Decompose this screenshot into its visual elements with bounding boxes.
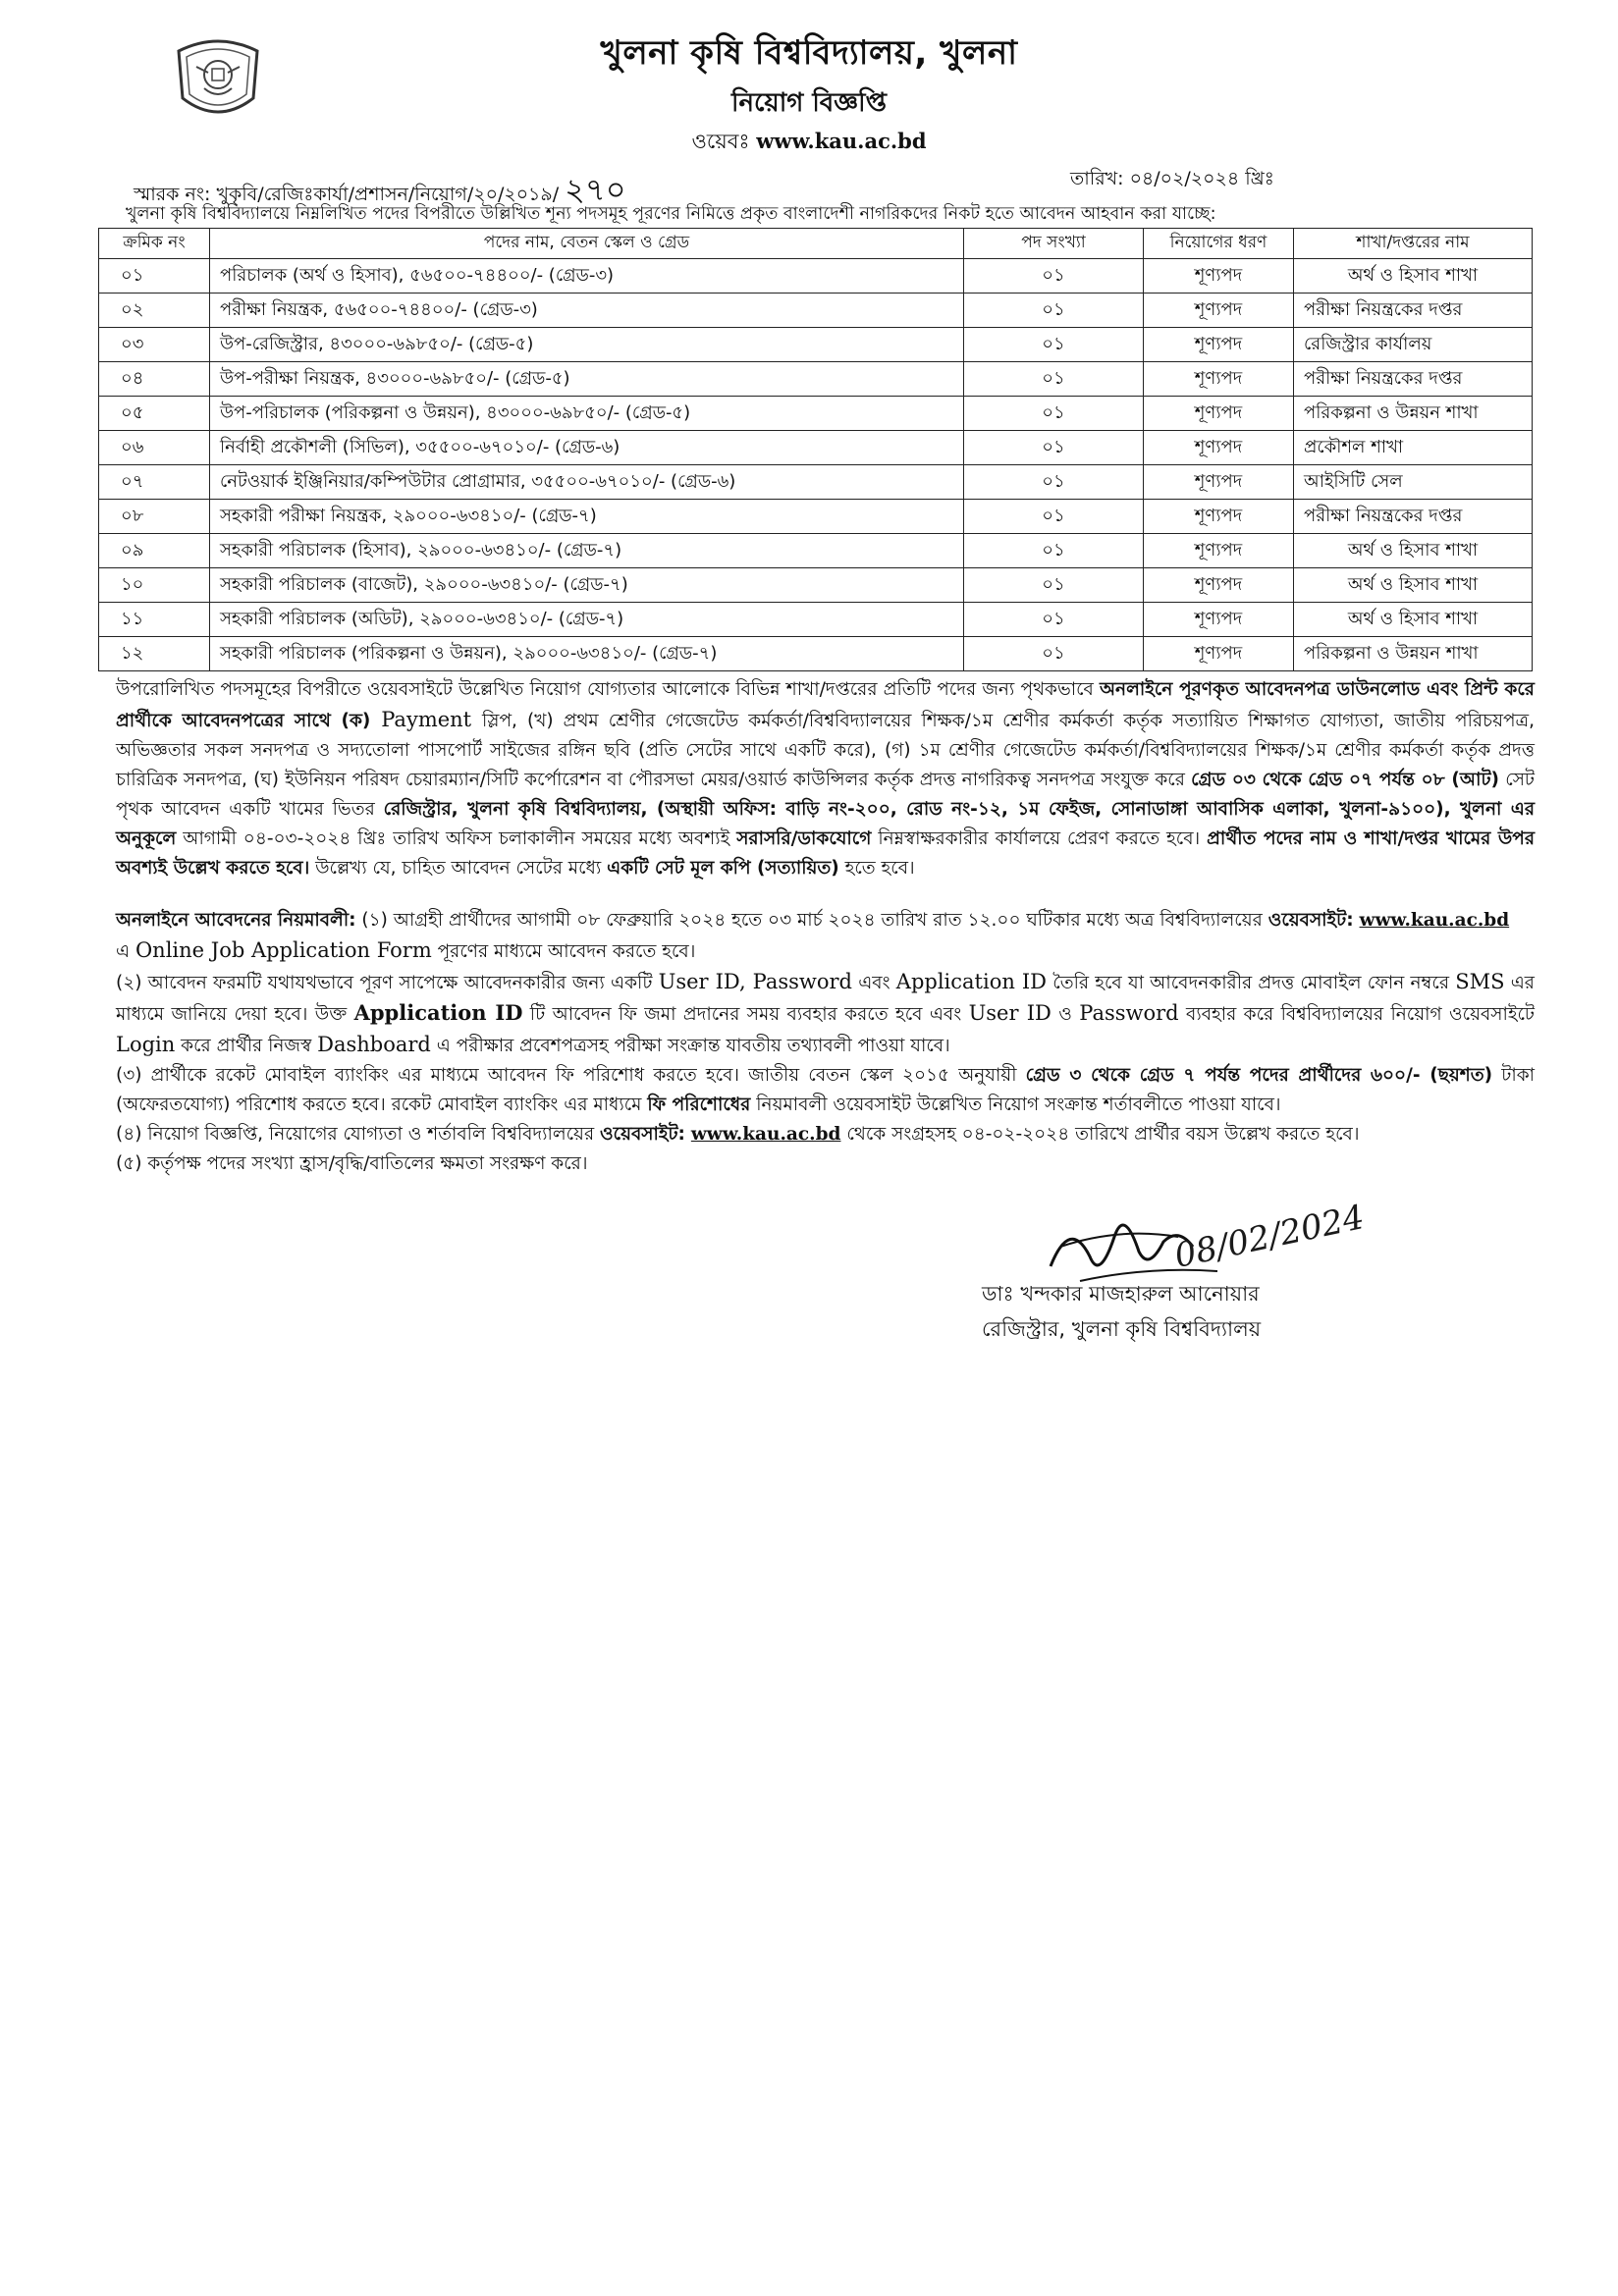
row-post: উপ-পরিচালক (পরিকল্পনা ও উন্নয়ন), ৪৩০০০-৬৯৮৫০/- (গ্রেড-৫) [210, 397, 964, 431]
row-dept: প্রকৌশল শাখা [1294, 431, 1533, 465]
rule-4-text-a: (৪) নিয়োগ বিজ্ঞপ্তি, নিয়োগের যোগ্যতা ও শর্তাবলি বিশ্ববিদ্যালয়ের [116, 1124, 601, 1145]
row-type: শূণ্যপদ [1144, 362, 1294, 397]
p1-text-i: সরাসরি/ডাকযোগে [736, 828, 872, 849]
row-post: সহকারী পরিচালক (পরিকল্পনা ও উন্নয়ন), ২৯০০০-৬৩৪১০/- (গ্রেড-৭) [210, 637, 964, 671]
row-dept: পরিকল্পনা ও উন্নয়ন শাখা [1294, 637, 1533, 671]
row-count: ০১ [964, 637, 1144, 671]
row-post: সহকারী পরিচালক (বাজেট), ২৯০০০-৬৩৪১০/- (গ্রেড-৭) [210, 568, 964, 603]
row-dept: রেজিস্ট্রার কার্যালয় [1294, 328, 1533, 362]
intro-text: খুলনা কৃষি বিশ্ববিদ্যালয়ে নিম্নলিখিত পদের বিপরীতে উল্লিখিত শূন্য পদসমূহ পূরণের নিমিত্তে প্রকৃত বাংলাদেশী নাগরিকদের নিকট হতে আবেদন আহবান করা যাচ্ছে: [126, 204, 1216, 224]
row-serial: ০৪ [99, 362, 210, 397]
row-dept: পরীক্ষা নিয়ন্ত্রকের দপ্তর [1294, 294, 1533, 328]
memo-number-text: স্মারক নং: খুকৃবি/রেজিঃকার্যা/প্রশাসন/নিয়োগ/২০/২০১৯/ [134, 184, 560, 205]
rule-2-user-id: User ID [968, 1001, 1052, 1025]
p1-text-g: রেজিস্ট্রার, খুলনা কৃষি বিশ্ববিদ্যালয়, (অস্থায়ী অফিস: বাড়ি নং-২০০, রোড নং-১২, ১ম ফেইজ, সোনাডাঙ্গা আবাসিক এলাকা, খুলনা-৯১০০), খুলনা এর অনুকূলে [116, 799, 1536, 849]
row-count: ০১ [964, 259, 1144, 294]
p1-text-c: Payment [370, 708, 482, 731]
rule-2-sms: SMS [1455, 970, 1505, 993]
row-type: শূণ্যপদ [1144, 637, 1294, 671]
row-dept: অর্থ ও হিসাব শাখা [1294, 568, 1533, 603]
p1-text-j: নিম্নস্বাক্ষরকারীর কার্যালয়ে প্রেরণ করতে হবে। [871, 828, 1208, 849]
rule-2-text-a: (২) আবেদন ফরমটি যথাযথভাবে পূরণ সাপেক্ষে আবেদনকারীর জন্য একটি [116, 973, 659, 993]
row-dept: পরিকল্পনা ও উন্নয়ন শাখা [1294, 397, 1533, 431]
rule-2-text-k: ও [1051, 1004, 1080, 1025]
p1-text-l: উল্লেখ্য যে, চাহিত আবেদন সেটের মধ্যে [309, 858, 608, 879]
rule-2-login: Login [116, 1033, 176, 1056]
memo-number-handwritten: ২৭০ [565, 171, 626, 208]
table-row [99, 397, 1533, 431]
p1-text-k: প্রার্থীত পদের নাম ও শাখা/দপ্তর খামের উপর অবশ্যই উল্লেখ করতে হবে। [116, 828, 1536, 879]
website-label: ওয়েবঃ [691, 130, 750, 153]
header-type: নিয়োগের ধরণ [1144, 229, 1294, 259]
row-type: শূণ্যপদ [1144, 568, 1294, 603]
table-row [99, 259, 1533, 294]
rule-2-text-q: এ পরীক্ষার প্রবেশপত্রসহ পরীক্ষা সংক্রান্ত যাবতীয় তথ্যাবলী পাওয়া যাবে। [430, 1036, 950, 1056]
rule-3-fee-payment: ফি পরিশোধের [647, 1095, 751, 1115]
rule-4-website-label: ওয়েবসাইট: [600, 1124, 685, 1145]
table-row [99, 568, 1533, 603]
table-row [99, 500, 1533, 534]
table-row [99, 431, 1533, 465]
rule-2-text-i: টি আবেদন ফি জমা প্রদানের সময় ব্যবহার করতে হবে এবং [522, 1004, 969, 1025]
rule-1 [116, 906, 1535, 967]
rule-4-website-link[interactable]: www.kau.ac.bd [690, 1124, 841, 1145]
application-instructions [116, 675, 1535, 883]
rule-2-text-e: তৈরি হবে যা আবেদনকারীর প্রদত্ত মোবাইল ফোন নম্বরে [1047, 973, 1456, 993]
signer-name: ডাঃ খন্দকার মাজহারুল আনোয়ার [982, 1282, 1260, 1306]
row-type: শূণ্যপদ [1144, 397, 1294, 431]
row-post: উপ-রেজিস্ট্রার, ৪৩০০০-৬৯৮৫০/- (গ্রেড-৫) [210, 328, 964, 362]
header-post: পদের নাম, বেতন স্কেল ও গ্রেড [210, 229, 964, 259]
rule-3-fee: ৬০০/- (ছয়শত) [1361, 1065, 1493, 1086]
table-header-row [99, 229, 1533, 259]
rule-2-app-id-2: Application ID [353, 1000, 523, 1025]
website-link[interactable]: www.kau.ac.bd [756, 129, 927, 153]
row-count: ০১ [964, 603, 1144, 637]
row-type: শূণ্যপদ [1144, 294, 1294, 328]
rule-2-text-m: ব্যবহার করে বিশ্ববিদ্যালয়ের নিয়োগ ওয়েবসাইটে [1178, 1004, 1535, 1025]
header-dept: শাখা/দপ্তরের নাম [1294, 229, 1533, 259]
row-count: ০১ [964, 465, 1144, 500]
header-serial: ক্রমিক নং [99, 229, 210, 259]
row-type: শূণ্যপদ [1144, 500, 1294, 534]
notice-subtitle: নিয়োগ বিজ্ঞপ্তি [731, 88, 887, 118]
row-dept: অর্থ ও হিসাব শাখা [1294, 534, 1533, 568]
row-count: ০১ [964, 534, 1144, 568]
rule-1-text-c: এ [116, 941, 131, 962]
online-application-rules [116, 906, 1535, 1179]
row-type: শূণ্যপদ [1144, 465, 1294, 500]
table-row [99, 362, 1533, 397]
row-post: সহকারী পরীক্ষা নিয়ন্ত্রক, ২৯০০০-৬৩৪১০/- (গ্রেড-৭) [210, 500, 964, 534]
vacancy-table [98, 228, 1533, 671]
row-serial: ১০ [99, 568, 210, 603]
rule-1-text-e: পূরণের মাধ্যমে আবেদন করতে হবে। [431, 941, 696, 962]
row-post: নির্বাহী প্রকৌশলী (সিভিল), ৩৫৫০০-৬৭০১০/- (গ্রেড-৬) [210, 431, 964, 465]
row-serial: ০৭ [99, 465, 210, 500]
notice-date: তারিখ: ০৪/০২/২০২৪ খ্রিঃ [1070, 168, 1274, 189]
row-serial: ০২ [99, 294, 210, 328]
website-line [0, 126, 1618, 160]
row-count: ০১ [964, 431, 1144, 465]
row-count: ০১ [964, 397, 1144, 431]
table-row [99, 328, 1533, 362]
table-row [99, 603, 1533, 637]
rule-3-grade: গ্রেড ৩ থেকে গ্রেড ৭ পর্যন্ত পদের প্রার্থীদের [1025, 1065, 1362, 1086]
rule-3 [116, 1061, 1535, 1120]
table-row [99, 294, 1533, 328]
rules-heading: অনলাইনে আবেদনের নিয়মাবলী: [116, 910, 356, 931]
rule-3-text-a: (৩) প্রার্থীকে রকেট মোবাইল ব্যাংকিং এর মাধ্যমে আবেদন ফি পরিশোধ করতে হবে। জাতীয় বেতন স্কেল ২০১৫ অনুযায়ী [116, 1065, 1026, 1086]
row-dept: আইসিটি সেল [1294, 465, 1533, 500]
row-count: ০১ [964, 328, 1144, 362]
row-post: উপ-পরীক্ষা নিয়ন্ত্রক, ৪৩০০০-৬৯৮৫০/- (গ্রেড-৫) [210, 362, 964, 397]
rule-1-website-label: ওয়েবসাইট: [1267, 910, 1354, 931]
row-dept: পরীক্ষা নিয়ন্ত্রকের দপ্তর [1294, 362, 1533, 397]
row-serial: ০৫ [99, 397, 210, 431]
row-post: সহকারী পরিচালক (অডিট), ২৯০০০-৬৩৪১০/- (গ্রেড-৭) [210, 603, 964, 637]
signature-date: 08/02/2024 [1170, 1198, 1368, 1276]
p1-text-h: আগামী ০৪-০৩-২০২৪ খ্রিঃ তারিখ অফিস চলাকালীন সময়ের মধ্যে অবশ্যই [176, 828, 737, 849]
rule-1-text-a: (১) আগ্রহী প্রার্থীদের আগামী ০৮ ফেব্রুয়ারি ২০২৪ হতে ০৩ মার্চ ২০২৪ তারিখ রাত ১২.০০ ঘটিকার মধ্যে অত্র বিশ্ববিদ্যালয়ের [355, 910, 1268, 931]
row-post: পরিচালক (অর্থ ও হিসাব), ৫৬৫০০-৭৪৪০০/- (গ্রেড-৩) [210, 259, 964, 294]
rule-4 [116, 1120, 1535, 1149]
row-dept: অর্থ ও হিসাব শাখা [1294, 259, 1533, 294]
rule-1-form-name: Online Job Application Form [135, 938, 432, 962]
table-row [99, 465, 1533, 500]
row-type: শূণ্যপদ [1144, 431, 1294, 465]
row-count: ০১ [964, 568, 1144, 603]
row-type: শূণ্যপদ [1144, 534, 1294, 568]
rule-2-password: Password [1079, 1001, 1179, 1025]
row-dept: পরীক্ষা নিয়ন্ত্রকের দপ্তর [1294, 500, 1533, 534]
row-type: শূণ্যপদ [1144, 603, 1294, 637]
rule-2-app-id: Application ID [895, 970, 1048, 993]
rule-2 [116, 967, 1535, 1061]
p1-text-e: গ্রেড ০৩ থেকে গ্রেড ০৭ পর্যন্ত ০৮ (আট) [1191, 770, 1499, 790]
row-serial: ১২ [99, 637, 210, 671]
rule-3-text-d: টাকা (অফেরতযোগ্য) পরিশোধ করতে হবে। রকেট মোবাইল ব্যাংকিং এর মাধ্যমে [116, 1065, 1536, 1115]
header-count: পদ সংখ্যা [964, 229, 1144, 259]
table-row [99, 534, 1533, 568]
rule-1-website-link[interactable]: www.kau.ac.bd [1359, 910, 1510, 931]
signer-designation: রেজিস্ট্রার, খুলনা কৃষি বিশ্ববিদ্যালয় [982, 1317, 1262, 1341]
p1-text-f: সেট পৃথক আবেদন একটি খামের ভিতর [116, 770, 1536, 820]
row-serial: ০৮ [99, 500, 210, 534]
p1-text-d: স্লিপ, (খ) প্রথম শ্রেণীর গেজেটেড কর্মকর্তা/বিশ্ববিদ্যালয়ের শিক্ষক/১ম শ্রেণীর কর্মকর্তা কর্তৃক সত্যায়িত শিক্ষাগত যোগ্যতা, জাতীয় পরিচয়পত্র, অভিজ্ঞতার সকল সনদপত্র ও সদ্যতোলা পাসপোর্ট সাইজের রঙ্গিন ছবি (প্রতি সেটের সাথে একটি করে), (গ) ১ম শ্রেণীর গেজেটেড কর্মকর্তা/বিশ্ববিদ্যালয়ের শিক্ষক/১ম শ্রেণীর কর্মকর্তা কর্তৃক প্রদত্ত চারিত্রিক সনদপত্র, (ঘ) ইউনিয়ন পরিষদ চেয়ারম্যান/সিটি কর্পোরেশন বা পৌরসভা মেয়র/ওয়ার্ড কাউন্সিলর কর্তৃক প্রদত্ত নাগরিকত্ব সনদপত্র সংযুক্ত করে [116, 711, 1535, 790]
rule-4-text-c: থেকে সংগ্রহসহ ০৪-০২-২০২৪ তারিখে প্রার্থীর বয়স উল্লেখ করতে হবে। [840, 1124, 1360, 1145]
row-type: শূণ্যপদ [1144, 328, 1294, 362]
row-type: শূণ্যপদ [1144, 259, 1294, 294]
p1-text-m: একটি সেট মূল কপি (সত্যায়িত) [607, 858, 839, 879]
p1-text-b: অনলাইনে পূরণকৃত আবেদনপত্র ডাউনলোড এবং প্রিন্ট করে প্রার্থীকে আবেদনপত্রের সাথে (ক) [116, 679, 1535, 731]
row-serial: ০৩ [99, 328, 210, 362]
signer-block [982, 1276, 1261, 1347]
row-post: পরীক্ষা নিয়ন্ত্রক, ৫৬৫০০-৭৪৪০০/- (গ্রেড-৩) [210, 294, 964, 328]
rule-2-text-g: এর মাধ্যমে জানিয়ে দেয়া হবে। উক্ত [116, 973, 1535, 1025]
row-count: ০১ [964, 500, 1144, 534]
row-post: নেটওয়ার্ক ইঞ্জিনিয়ার/কম্পিউটার প্রোগ্রামার, ৩৫৫০০-৬৭০১০/- (গ্রেড-৬) [210, 465, 964, 500]
p1-text-a: উপরোলিখিত পদসমূহের বিপরীতে ওয়েবসাইটে উল্লেখিত নিয়োগ যোগ্যতার আলোকে বিভিন্ন শাখা/দপ্তরের প্রতিটি পদের জন্য পৃথকভাবে [116, 679, 1101, 700]
row-dept: অর্থ ও হিসাব শাখা [1294, 603, 1533, 637]
rule-2-text-o: করে প্রার্থীর নিজস্ব [175, 1036, 318, 1056]
rule-3-text-f: নিয়মাবলী ওয়েবসাইট উল্লেখিত নিয়োগ সংক্রান্ত শর্তাবলীতে পাওয়া যাবে। [750, 1095, 1281, 1115]
rule-2-text-c: এবং [852, 973, 896, 993]
row-count: ০১ [964, 362, 1144, 397]
row-serial: ০৬ [99, 431, 210, 465]
university-title: খুলনা কৃষি বিশ্ববিদ্যালয়, খুলনা [600, 33, 1018, 73]
row-serial: ০১ [99, 259, 210, 294]
p1-text-n: হতে হবে। [838, 858, 915, 879]
row-post: সহকারী পরিচালক (হিসাব), ২৯০০০-৬৩৪১০/- (গ্রেড-৭) [210, 534, 964, 568]
rule-2-credentials: User ID, Password [658, 970, 853, 993]
row-serial: ১১ [99, 603, 210, 637]
table-row [99, 637, 1533, 671]
rule-2-dashboard: Dashboard [317, 1033, 431, 1056]
row-serial: ০৯ [99, 534, 210, 568]
rule-5: (৫) কর্তৃপক্ষ পদের সংখ্যা হ্রাস/বৃদ্ধি/বাতিলের ক্ষমতা সংরক্ষণ করে। [116, 1153, 588, 1174]
row-count: ০১ [964, 294, 1144, 328]
